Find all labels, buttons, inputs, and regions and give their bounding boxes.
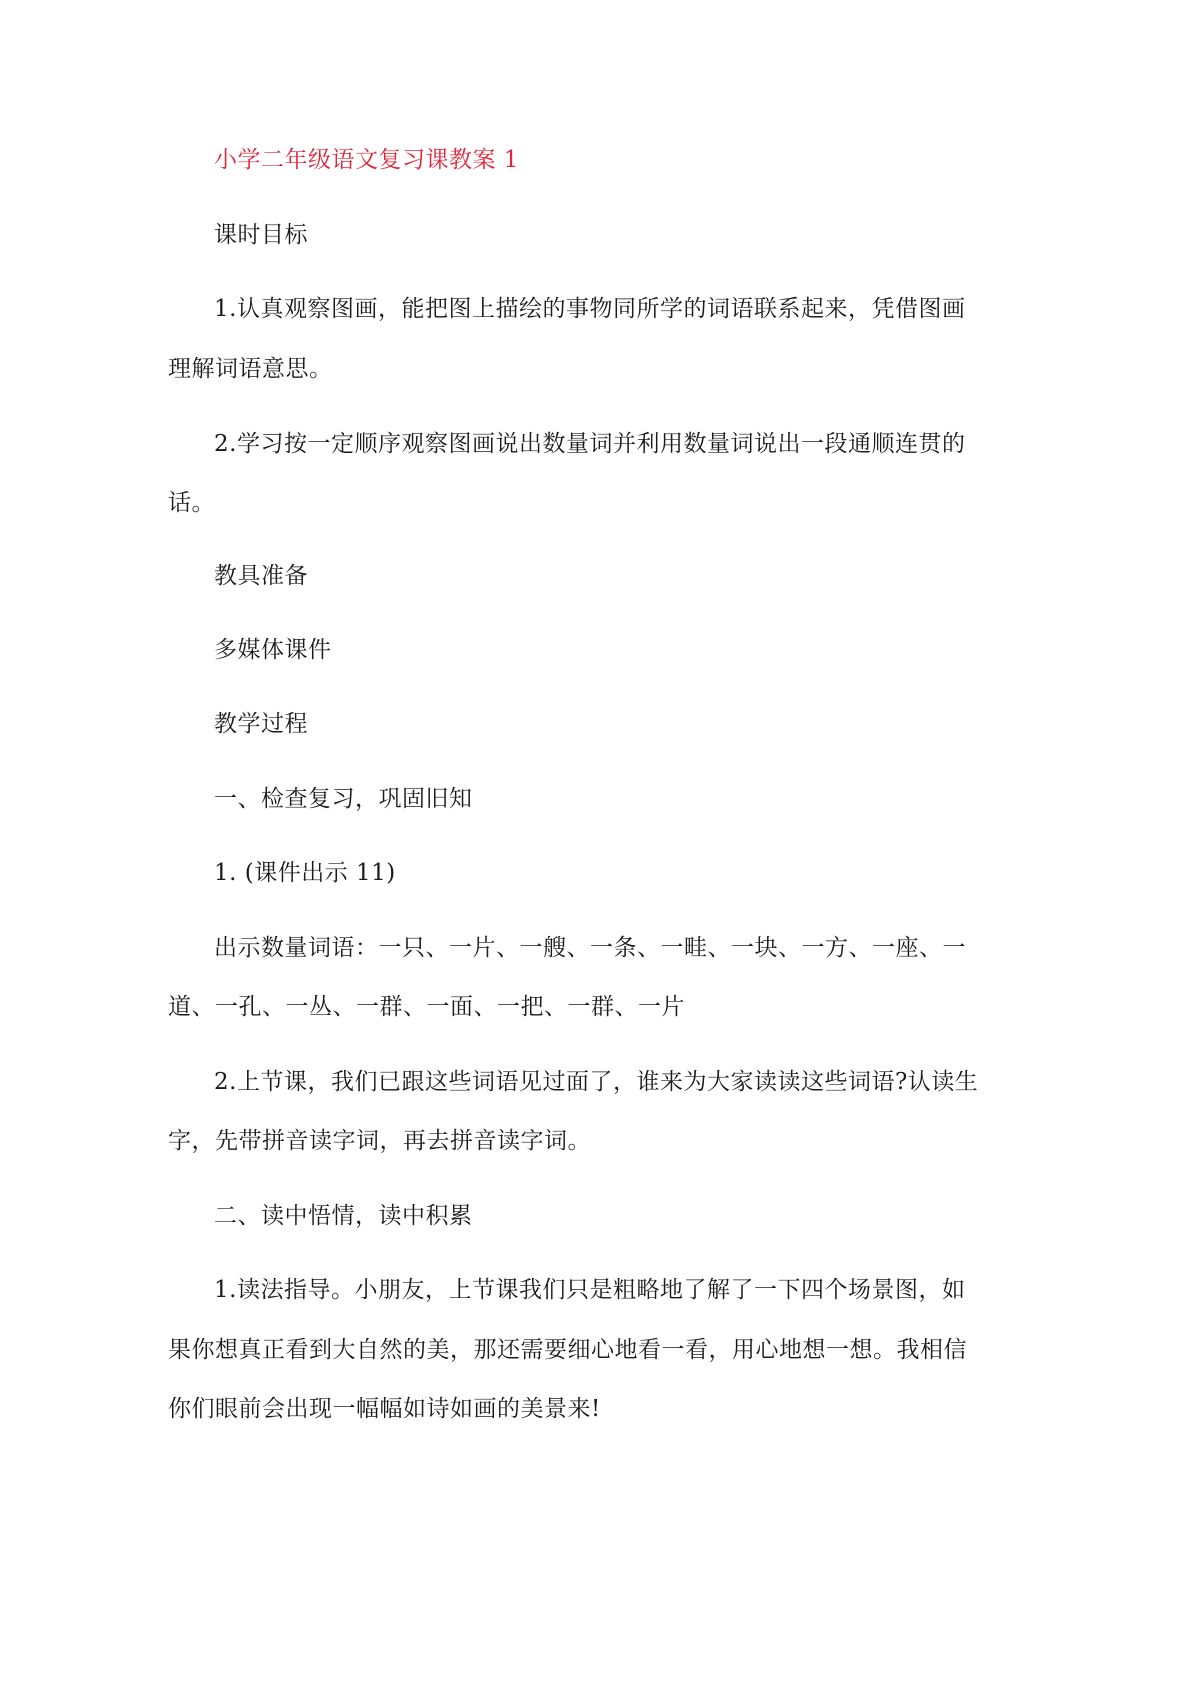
paragraph-line: 理解词语意思。 bbox=[168, 356, 333, 382]
section-heading: 一、检查复习，巩固旧知 bbox=[214, 786, 473, 812]
paragraph-line: 1.认真观察图画，能把图上描绘的事物同所学的词语联系起来，凭借图画 bbox=[214, 296, 966, 322]
paragraph-line: 2.学习按一定顺序观察图画说出数量词并利用数量词说出一段通顺连贯的 bbox=[214, 431, 966, 457]
document-title: 小学二年级语文复习课教案 1 bbox=[214, 147, 519, 173]
paragraph-line: 道、一孔、一丛、一群、一面、一把、一群、一片 bbox=[168, 994, 685, 1020]
paragraph-line: 多媒体课件 bbox=[214, 637, 332, 663]
paragraph-line: 果你想真正看到大自然的美，那还需要细心地看一看，用心地想一想。我相信 bbox=[168, 1337, 967, 1363]
section-heading: 课时目标 bbox=[214, 222, 308, 248]
section-heading: 教具准备 bbox=[214, 563, 308, 589]
section-heading: 二、读中悟情，读中积累 bbox=[214, 1203, 473, 1229]
section-heading: 教学过程 bbox=[214, 711, 308, 737]
paragraph-line: 你们眼前会出现一幅幅如诗如画的美景来! bbox=[168, 1396, 601, 1422]
paragraph-line: 1. (课件出示 11) bbox=[214, 860, 396, 886]
paragraph-line: 1.读法指导。小朋友，上节课我们只是粗略地了解了一下四个场景图，如 bbox=[214, 1277, 966, 1303]
paragraph-line: 话。 bbox=[168, 490, 215, 516]
paragraph-line: 出示数量词语：一只、一片、一艘、一条、一畦、一块、一方、一座、一 bbox=[214, 935, 966, 961]
paragraph-line: 字，先带拼音读字词，再去拼音读字词。 bbox=[168, 1128, 591, 1154]
paragraph-line: 2.上节课，我们已跟这些词语见过面了，谁来为大家读读这些词语?认读生 bbox=[214, 1069, 979, 1095]
